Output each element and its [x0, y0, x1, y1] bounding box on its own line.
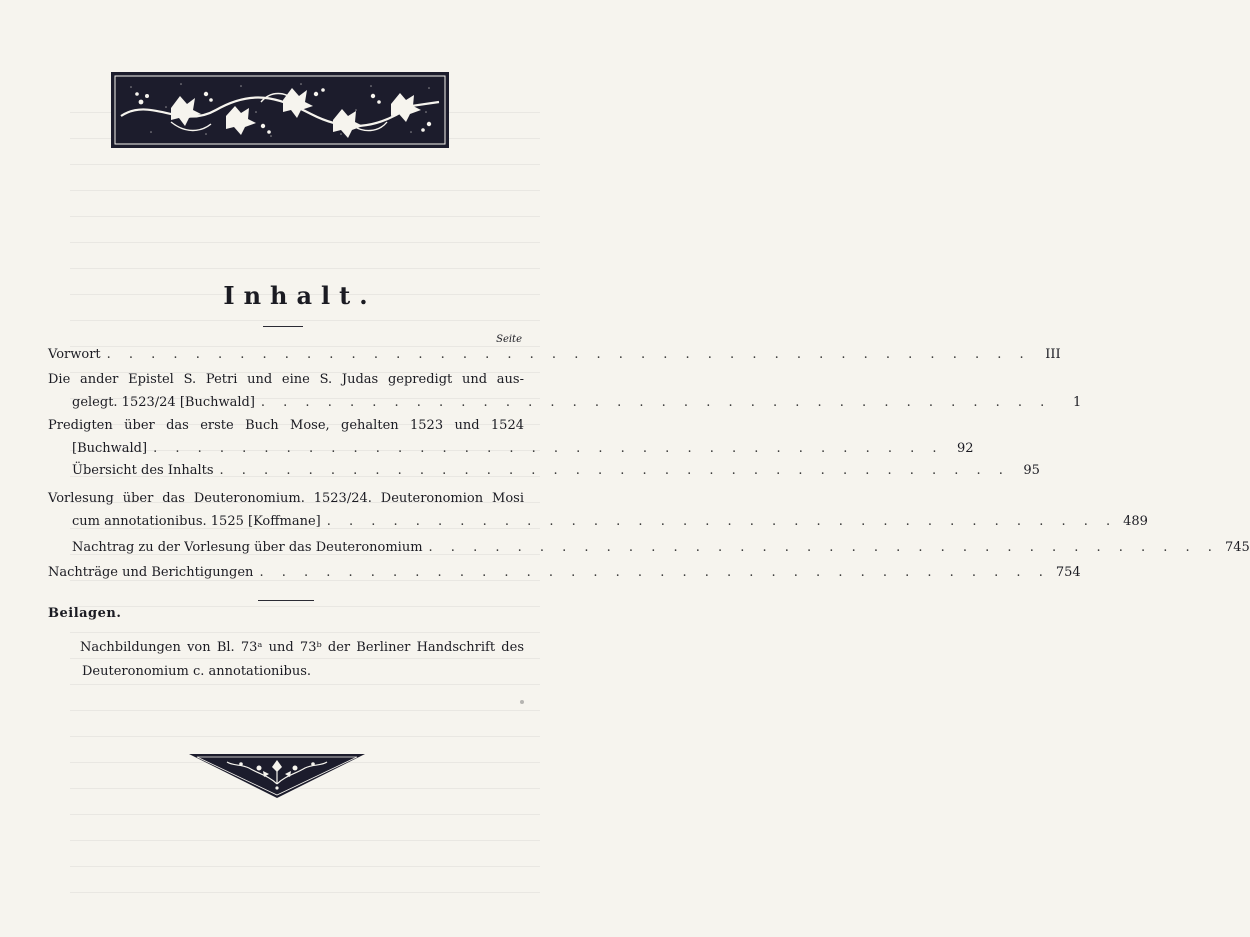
leader-dots: . . . . . . . . . . . . . . . . . . . . . . . . . . . . . . . . . . . . — [259, 565, 1050, 580]
toc-entry-title-cont: gelegt. 1523/24 [Buchwald] — [72, 395, 255, 410]
toc-entry — [48, 368, 1082, 414]
title-rule — [263, 326, 303, 327]
beilagen-heading: Beilagen. — [48, 606, 122, 621]
paper-speck — [520, 700, 524, 704]
beilagen-entry-line-cont: Deuteronomium c. annotationibus. — [82, 664, 312, 679]
toc-entry-page: 754 — [1055, 565, 1081, 580]
leader-dots: . . . . . . . . . . . . . . . . . . . . . . . . . . . . . . . . . . . . — [260, 395, 1052, 410]
leader-dots: . . . . . . . . . . . . . . . . . . . . . . . . . . . . . . . . . . . . . . . . . . — [106, 347, 1031, 362]
toc-entry-title-cont: [Buchwald] — [72, 441, 148, 456]
leader-dots: . . . . . . . . . . . . . . . . . . . . . . . . . . . . . . . . . . . . — [153, 441, 944, 456]
leader-dots: . . . . . . . . . . . . . . . . . . . . . . . . . . . . . . . . . . . . — [326, 514, 1118, 529]
toc-entry-title: Übersicht des Inhalts — [72, 463, 214, 478]
toc-entry-page: III — [1045, 347, 1061, 362]
toc-entry — [48, 414, 974, 460]
vine-ornament-header — [111, 72, 449, 148]
toc-entry-title: Vorwort — [48, 347, 101, 362]
toc-entry-page: 745 — [1224, 540, 1250, 555]
toc-entry — [48, 487, 1148, 533]
beilagen-entry — [80, 636, 524, 684]
leader-dots: . . . . . . . . . . . . . . . . . . . . . . . . . . . . . . . . . . . . — [219, 463, 1010, 478]
toc-entry-title-cont: cum annotationibus. 1525 [Koffmane] — [72, 514, 321, 529]
toc-entry — [48, 459, 1040, 482]
beilagen-entry-line: Nachbildungen von Bl. 73ᵃ und 73ᵇ der Berliner Handschrift des — [80, 640, 524, 655]
toc-entry — [48, 561, 1081, 584]
toc-entry-title: Vorlesung über das Deuteronomium. 1523/24. Deuteronomion Mosi — [48, 491, 524, 506]
toc-entry-page: 95 — [1023, 463, 1040, 478]
toc-entry-title: Predigten über das erste Buch Mose, gehalten 1523 und 1524 — [48, 418, 524, 433]
leader-dots: . . . . . . . . . . . . . . . . . . . . . . . . . . . . . . . . . . . . — [428, 540, 1219, 555]
section-rule — [258, 600, 314, 601]
toc-entry-title: Nachtrag zu der Vorlesung über das Deuteronomium — [72, 540, 423, 555]
toc-entry — [48, 536, 1250, 559]
page-title: Inhalt. — [223, 281, 377, 310]
seite-column-label: Seite — [496, 334, 522, 345]
toc-entry-page: 1 — [1073, 395, 1082, 410]
toc-entry-title: Die ander Epistel S. Petri und eine S. Judas gepredigt und aus- — [48, 372, 524, 387]
toc-entry-page: 489 — [1123, 514, 1148, 529]
toc-entry-page: 92 — [956, 441, 974, 456]
triangle-ornament-footer — [189, 754, 365, 798]
toc-entry — [48, 343, 1061, 366]
toc-entry-title: Nachträge und Berichtigungen — [48, 565, 254, 580]
